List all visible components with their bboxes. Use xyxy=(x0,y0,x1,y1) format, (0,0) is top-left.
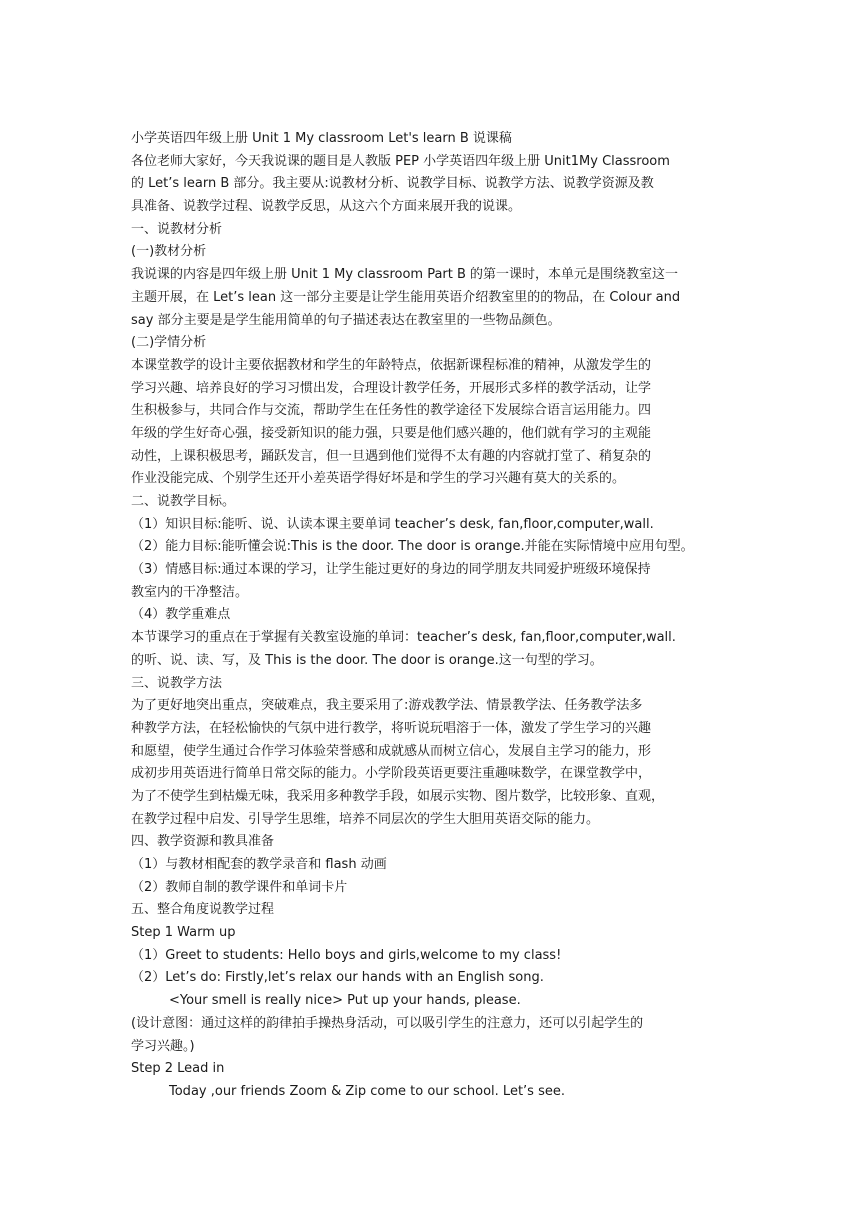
text-line: Today ,our friends Zoom & Zip come to our school. Let’s see. xyxy=(169,1083,565,1099)
section-heading: 一、说教材分析 xyxy=(131,221,223,237)
text-line: 年级的学生好奇心强，接受新知识的能力强，只要是他们感兴趣的，他们就有学习的主观能 xyxy=(131,425,652,441)
document-title: 小学英语四年级上册 Unit 1 My classroom Let's learn B 说课稿 xyxy=(131,131,512,146)
section-heading: 二、说教学目标。 xyxy=(131,494,236,509)
document-body xyxy=(131,128,731,1104)
text-line: 主题开展，在 Let’s lean 这一部分主要是让学生能用英语介绍教室里的的物品，在 Colour and xyxy=(131,289,681,305)
text-line: 动性，上课积极思考，踊跃发言，但一旦遇到他们觉得不太有趣的内容就打堂了、稍复杂的 xyxy=(131,448,652,464)
text-line: say 部分主要是是学生能用简单的句子描述表达在教室里的一些物品颜色。 xyxy=(131,312,561,328)
text-line: 生积极参与，共同合作与交流，帮助学生在任务性的教学途径下发展综合语言运用能力。四 xyxy=(131,403,652,419)
text-line: 为了不使学生到枯燥无味，我采用多种教学手段，如展示实物、图片数学，比较形象、直观， xyxy=(131,788,665,804)
section-heading: 五、整合角度说教学过程 xyxy=(131,902,275,918)
text-line: <Your smell is really nice> Put up your hands, please. xyxy=(169,993,521,1009)
text-line: 成初步用英语进行简单日常交际的能力。小学阶段英语更要注重趣味数学，在课堂教学中， xyxy=(131,766,652,782)
text-line: 作业没能完成、个别学生还开小差英语学得好坏是和学生的学习兴趣有莫大的关系的。 xyxy=(131,471,626,487)
text-line: 的 Let’s learn B 部分。我主要从:说教材分析、说教学目标、说教学方法、说教学资源及教 xyxy=(131,176,654,192)
text-line: 和愿望，使学生通过合作学习体验荣誉感和成就感从而树立信心，发展自主学习的能力，形 xyxy=(131,743,652,759)
text-line: 各位老师大家好，今天我说课的题目是人教版 PEP 小学英语四年级上册 Unit1My Classroom xyxy=(131,153,670,169)
list-item: （2）教师自制的教学课件和单词卡片 xyxy=(131,879,348,895)
text-line: 我说课的内容是四年级上册 Unit 1 My classroom Part B 的第一课时，本单元是围绕教室这一 xyxy=(131,267,679,283)
text-line: 在教学过程中启发、引导学生思维，培养不同层次的学生大胆用英语交际的能力。 xyxy=(131,811,600,827)
text-line: 种教学方法，在轻松愉快的气氛中进行教学，将听说玩唱溶于一体，激发了学生学习的兴趣 xyxy=(131,720,652,736)
text-line: 学习兴趣、培养良好的学习习惯出发，合理设计教学任务，开展形式多样的教学活动，让学 xyxy=(131,380,652,396)
text-line: 教室内的干净整洁。 xyxy=(131,584,249,600)
text-line: 为了更好地突出重点，突破难点，我主要采用了:游戏教学法、情景教学法、任务教学法多 xyxy=(131,698,643,714)
list-item: （4）教学重难点 xyxy=(131,607,231,623)
list-item: （1）Greet to students: Hello boys and girls,welcome to my class! xyxy=(131,947,562,963)
text-line: 具准备、说教学过程、说教学反思，从这六个方面来展开我的说课。 xyxy=(131,199,522,215)
list-item: （1）知识目标:能听、说、认读本课主要单词 teacher’s desk, fan,floor,computer,wall. xyxy=(131,516,654,532)
list-item: （3）情感目标:通过本课的学习，让学生能过更好的身边的同学朋友共同爱护班级环境保持 xyxy=(131,562,651,578)
text-line: 本节课学习的重点在于掌握有关教室设施的单词：teacher’s desk, fan,floor,computer,wall. xyxy=(131,630,676,646)
list-item: （2）Let’s do: Firstly,let’s relax our hands with an English song. xyxy=(131,970,544,986)
text-line: (设计意图：通过这样的韵律拍手操热身活动，可以吸引学生的注意力，还可以引起学生的 xyxy=(131,1015,644,1031)
subsection-heading: (二)学情分析 xyxy=(131,335,207,351)
step-heading: Step 1 Warm up xyxy=(131,925,236,941)
subsection-heading: (一)教材分析 xyxy=(131,244,207,260)
text-line: 学习兴趣。) xyxy=(131,1038,195,1054)
list-item: （1）与教材相配套的教学录音和 flash 动画 xyxy=(131,857,387,872)
text-line: 的听、说、读、写，及 This is the door. The door is orange.这一句型的学习。 xyxy=(131,652,603,668)
list-item: （2）能力目标:能听懂会说:This is the door. The door is orange.并能在实际情境中应用句型。 xyxy=(131,539,694,555)
step-heading: Step 2 Lead in xyxy=(131,1061,225,1077)
text-line: 本课堂教学的设计主要依据教材和学生的年龄特点，依据新课程标准的精神，从激发学生的 xyxy=(131,357,652,373)
section-heading: 三、说教学方法 xyxy=(131,675,223,691)
section-heading: 四、教学资源和教具准备 xyxy=(131,834,275,850)
